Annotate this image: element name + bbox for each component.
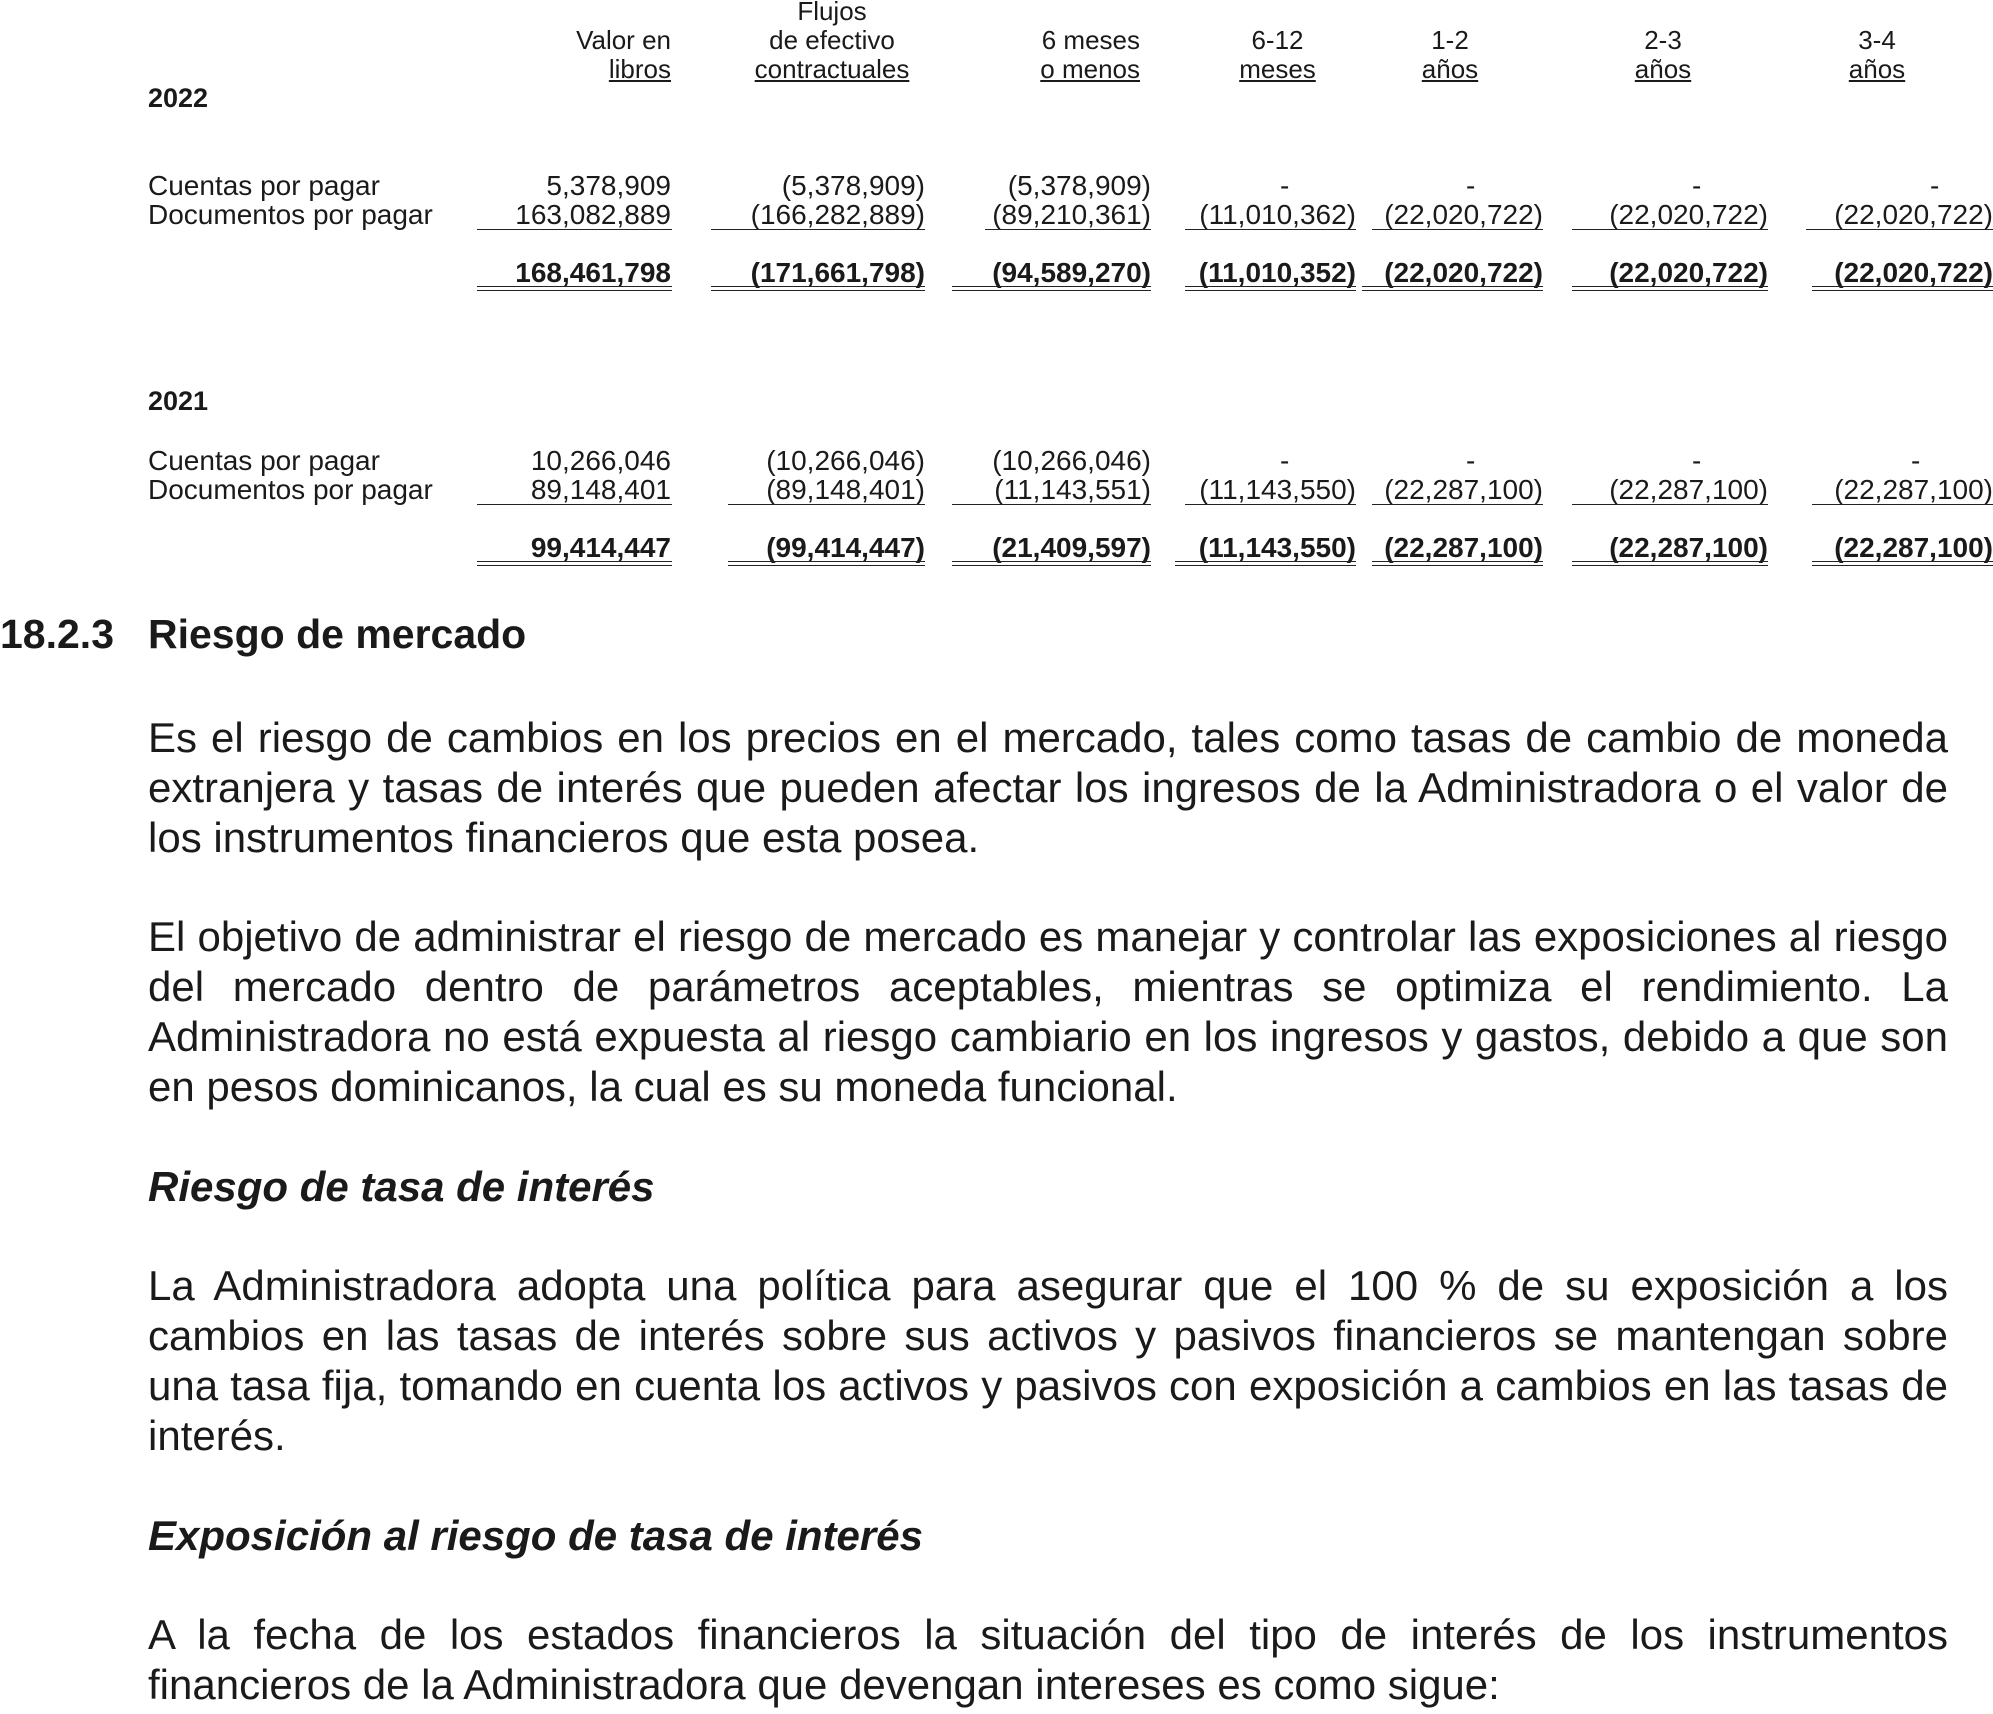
header-6-meses-line1: 6 meses [1041,25,1140,55]
cell: - [1911,445,1921,476]
cell: (5,378,909) [781,170,925,201]
header-6-meses-line2: o menos [1040,54,1140,84]
cell: - [1280,170,1290,201]
cell: (22,287,100) [1834,474,1993,505]
paragraph-1: Es el riesgo de cambios en los precios en el mercado, tales como tasas de cambio de moneda extranjera y tasas de interés que pueden afectar los ingresos de la Administradora o el valor de los instrumentos financieros que esta posea. [148,714,1948,861]
year-2021-label: 2021 [148,386,209,416]
total-cell: (22,287,100) [1609,532,1768,563]
subheading-riesgo-tasa: Riesgo de tasa de interés [148,1163,655,1210]
header-1-2-anos [1405,26,1495,84]
total-cell: (94,589,270) [992,257,1151,288]
header-flujos [742,0,922,84]
cell: 10,266,046 [530,445,671,476]
cell: - [1930,170,1940,201]
row-label-cuentas-2022: Cuentas por pagar [148,170,380,201]
header-1-2-line2: años [1421,54,1479,84]
row-label-documentos-2022: Documentos por pagar [148,199,433,230]
header-flujos-line1: Flujos [797,0,867,26]
cell: (11,010,362) [1199,199,1356,230]
header-3-4-line2: años [1848,54,1906,84]
cell: (89,148,401) [766,474,925,505]
cell: - [1692,170,1702,201]
cell: (22,020,722) [1384,199,1543,230]
cell: - [1466,170,1476,201]
header-6-12-meses [1220,26,1335,84]
header-3-4-anos [1832,26,1922,84]
cell: (22,020,722) [1834,199,1993,230]
paragraph-2: El objetivo de administrar el riesgo de mercado es manejar y controlar las exposiciones al riesgo del mercado dentro de parámetros aceptables, mientras se optimiza el rendimiento. La Administradora no está expuesta al riesgo cambiario en los ingresos y gastos, debido a que son en pesos dominicanos, la cual es su moneda funcional. [148,913,1948,1110]
cell: 5,378,909 [546,170,671,201]
header-2-3-line1: 2-3 [1644,25,1682,55]
header-2-3-anos [1618,26,1708,84]
paragraph-3: La Administradora adopta una política para asegurar que el 100 % de su exposición a los cambios en las tasas de interés sobre sus activos y pasivos financieros se mantengan sobre una tasa fija, tomando en cuenta los activos y pasivos con exposición a cambios en las tasas de interés. [148,1262,1948,1459]
cell: (11,143,551) [994,474,1151,505]
header-flujos-line2: de efectivo [769,25,895,55]
section-title: Riesgo de mercado [148,611,527,657]
total-cell: 168,461,798 [515,257,671,288]
cell: (22,287,100) [1384,474,1543,505]
subheading-exposicion: Exposición al riesgo de tasa de interés [148,1512,923,1559]
cell: (5,378,909) [1007,170,1151,201]
year-2022-label: 2022 [148,83,209,113]
row-label-cuentas-2021: Cuentas por pagar [148,445,380,476]
cell: - [1280,445,1290,476]
total-cell: (11,010,352) [1198,257,1356,288]
header-6-12-line1: 6-12 [1251,25,1304,55]
cell: 163,082,889 [515,199,671,230]
total-cell: (99,414,447) [766,532,925,563]
cell: (22,020,722) [1609,199,1768,230]
header-1-2-line1: 1-2 [1431,25,1469,55]
total-cell: (22,287,100) [1834,532,1993,563]
header-6-12-line2: meses [1239,54,1316,84]
cell: (89,210,361) [992,199,1151,230]
total-cell: (22,020,722) [1609,257,1768,288]
header-3-4-line1: 3-4 [1858,25,1896,55]
row-label-documentos-2021: Documentos por pagar [148,474,433,505]
cell: (22,287,100) [1609,474,1768,505]
total-cell: (22,020,722) [1834,257,1993,288]
cell: (11,143,550) [1199,474,1356,505]
cell: (166,282,889) [750,199,925,230]
cell: - [1692,445,1702,476]
header-6-meses [1010,26,1140,84]
header-2-3-line2: años [1634,54,1692,84]
cell: 89,148,401 [530,474,671,505]
cell: - [1466,445,1476,476]
total-cell: 99,414,447 [530,532,671,563]
total-cell: (11,143,550) [1198,532,1356,563]
header-valor-line1: Valor en [576,25,671,55]
paragraph-4: A la fecha de los estados financieros la situación del tipo de interés de los instrumentos financieros de la Administradora que devengan intereses es como sigue: [148,1611,1948,1708]
header-valor-en-libros [576,26,671,84]
header-flujos-line3: contractuales [754,54,910,84]
total-cell: (21,409,597) [992,532,1151,563]
cell: (10,266,046) [766,445,925,476]
cell: (10,266,046) [992,445,1151,476]
header-valor-line2: libros [608,54,671,84]
total-cell: (171,661,798) [750,257,925,288]
total-cell: (22,020,722) [1384,257,1543,288]
total-cell: (22,287,100) [1384,532,1543,563]
section-number: 18.2.3 [0,611,114,657]
